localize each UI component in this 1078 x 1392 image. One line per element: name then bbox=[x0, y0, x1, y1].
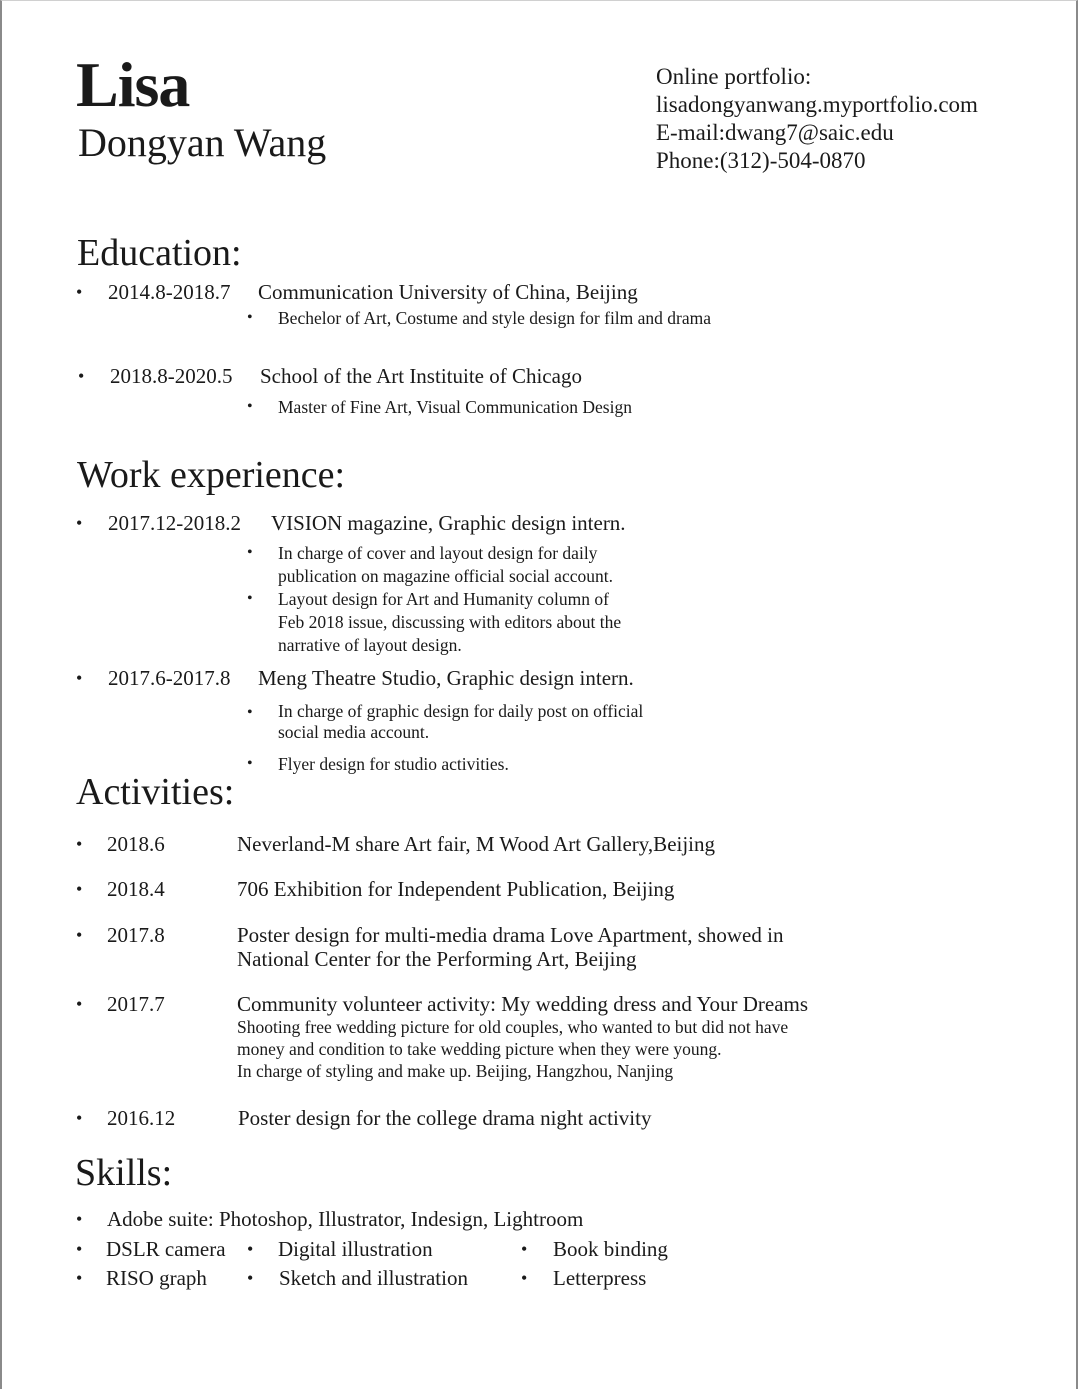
education-institution: Communication University of China, Beijing bbox=[258, 280, 638, 304]
work-detail-line: social media account. bbox=[278, 722, 430, 742]
education-detail: Bechelor of Art, Costume and style design for film and drama bbox=[278, 308, 712, 328]
activity-date: 2017.7 bbox=[107, 992, 165, 1016]
work-detail-line: In charge of graphic design for daily post on official bbox=[278, 701, 644, 721]
work-title: Work experience: bbox=[77, 454, 346, 496]
bullet: • bbox=[76, 513, 83, 533]
skills-title: Skills: bbox=[75, 1152, 173, 1194]
skill-item: RISO graph bbox=[106, 1266, 207, 1290]
work-detail-line: Feb 2018 issue, discussing with editors about the bbox=[278, 612, 622, 632]
activity-line: Poster design for multi-media drama Love Apartment, showed in bbox=[237, 923, 784, 947]
work-dates: 2017.12-2018.2 bbox=[108, 511, 241, 535]
activity-date: 2018.6 bbox=[107, 832, 165, 856]
work-detail-line: publication on magazine official social account. bbox=[278, 566, 613, 586]
portfolio-url: lisadongyanwang.myportfolio.com bbox=[656, 92, 978, 117]
bullet: • bbox=[247, 544, 253, 561]
activity-desc-line: Shooting free wedding picture for old couples, who wanted to but did not have bbox=[237, 1017, 789, 1037]
bullet: • bbox=[247, 590, 253, 607]
skill-item: DSLR camera bbox=[106, 1237, 226, 1261]
bullet: • bbox=[76, 925, 83, 945]
contact-block bbox=[656, 63, 978, 175]
bullet: • bbox=[76, 1209, 83, 1229]
work-detail bbox=[278, 588, 621, 657]
activity-desc-line: In charge of styling and make up. Beijing, Hangzhou, Nanjing bbox=[237, 1061, 674, 1081]
bullet: • bbox=[247, 1239, 254, 1259]
work-detail-line: narrative of layout design. bbox=[278, 635, 462, 655]
activity-text: Neverland-M share Art fair, M Wood Art Gallery,Beijing bbox=[237, 832, 716, 856]
bullet: • bbox=[247, 704, 253, 721]
activity-date: 2018.4 bbox=[107, 877, 165, 901]
skill-adobe: Adobe suite: Photoshop, Illustrator, Indesign, Lightroom bbox=[107, 1207, 584, 1231]
education-institution: School of the Art Instituite of Chicago bbox=[260, 364, 582, 388]
phone: Phone:(312)-504-0870 bbox=[656, 148, 866, 173]
bullet: • bbox=[76, 879, 83, 899]
first-name: Lisa bbox=[76, 49, 190, 120]
bullet: • bbox=[521, 1268, 528, 1288]
activity-text: Community volunteer activity: My wedding dress and Your Dreams bbox=[237, 992, 809, 1016]
bullet: • bbox=[76, 1108, 83, 1128]
bullet: • bbox=[247, 309, 253, 326]
work-detail-line: Layout design for Art and Humanity column of bbox=[278, 589, 609, 609]
portfolio-label: Online portfolio: bbox=[656, 64, 812, 89]
work-detail-line: In charge of cover and layout design for daily bbox=[278, 543, 598, 563]
activity-text bbox=[237, 923, 783, 971]
education-dates: 2018.8-2020.5 bbox=[110, 364, 233, 388]
education-title: Education: bbox=[77, 232, 242, 274]
activity-desc-line: money and condition to take wedding picture when they were young. bbox=[237, 1039, 722, 1059]
bullet: • bbox=[78, 366, 85, 386]
education-detail: Master of Fine Art, Visual Communication Design bbox=[278, 397, 632, 417]
education-dates: 2014.8-2018.7 bbox=[108, 280, 231, 304]
work-dates: 2017.6-2017.8 bbox=[108, 666, 231, 690]
bullet: • bbox=[247, 398, 253, 415]
work-detail bbox=[278, 701, 643, 743]
activity-line: National Center for the Performing Art, Beijing bbox=[237, 947, 637, 971]
bullet: • bbox=[247, 1268, 254, 1288]
email: E-mail:dwang7@saic.edu bbox=[656, 120, 894, 145]
work-role: VISION magazine, Graphic design intern. bbox=[271, 511, 626, 535]
skill-item: Sketch and illustration bbox=[279, 1266, 468, 1290]
activity-description bbox=[237, 1016, 788, 1082]
bullet: • bbox=[76, 834, 83, 854]
work-detail bbox=[278, 542, 613, 588]
activities-title: Activities: bbox=[76, 771, 235, 813]
activity-date: 2016.12 bbox=[107, 1106, 176, 1130]
skill-item: Letterpress bbox=[553, 1266, 647, 1290]
work-role: Meng Theatre Studio, Graphic design intern. bbox=[258, 666, 634, 690]
bullet: • bbox=[76, 1268, 83, 1288]
last-name: Dongyan Wang bbox=[78, 120, 327, 165]
bullet: • bbox=[76, 668, 83, 688]
skill-item: Book binding bbox=[553, 1237, 668, 1261]
bullet: • bbox=[521, 1239, 528, 1259]
bullet: • bbox=[76, 282, 83, 302]
skill-item: Digital illustration bbox=[278, 1237, 433, 1261]
activity-date: 2017.8 bbox=[107, 923, 165, 947]
activity-text: Poster design for the college drama night activity bbox=[238, 1106, 652, 1130]
bullet: • bbox=[76, 1239, 83, 1259]
bullet: • bbox=[247, 755, 253, 772]
activity-text: 706 Exhibition for Independent Publication, Beijing bbox=[237, 877, 675, 901]
bullet: • bbox=[76, 994, 83, 1014]
work-detail: Flyer design for studio activities. bbox=[278, 754, 509, 774]
